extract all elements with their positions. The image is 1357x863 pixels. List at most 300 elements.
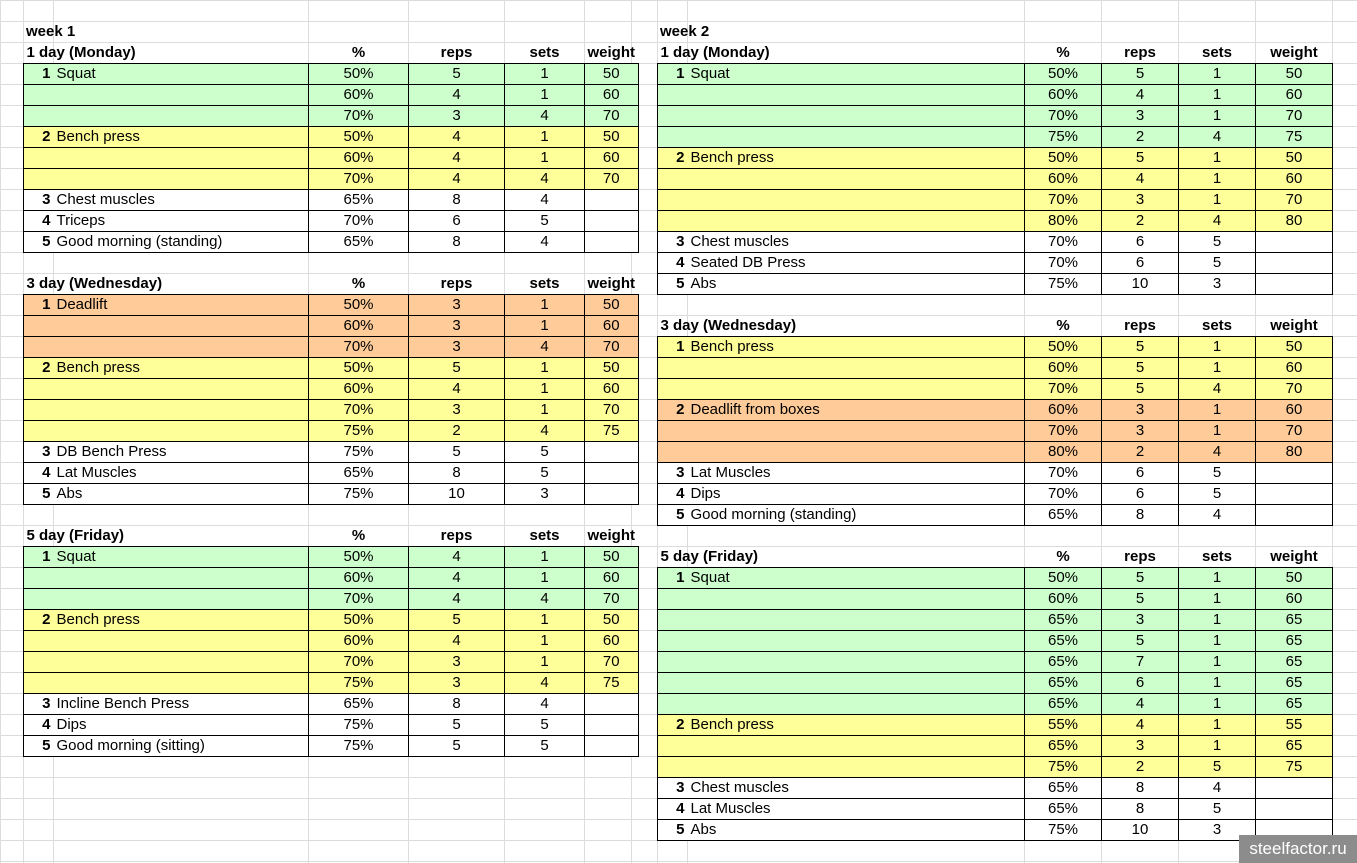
reps-cell[interactable]: 5 — [1102, 568, 1179, 589]
exercise-name[interactable]: Deadlift — [54, 295, 309, 316]
exercise-name[interactable] — [54, 85, 309, 106]
reps-cell[interactable]: 7 — [1102, 652, 1179, 673]
percent-cell[interactable]: 50% — [1025, 568, 1102, 589]
weight-cell[interactable]: 50 — [585, 127, 639, 148]
reps-cell[interactable]: 5 — [1102, 337, 1179, 358]
reps-cell[interactable]: 6 — [409, 211, 505, 232]
sets-cell[interactable]: 4 — [505, 190, 585, 211]
sets-cell[interactable]: 4 — [505, 421, 585, 442]
weight-cell[interactable] — [1256, 505, 1333, 526]
weight-cell[interactable] — [1256, 484, 1333, 505]
weight-cell[interactable]: 80 — [1256, 211, 1333, 232]
sets-cell[interactable]: 1 — [505, 610, 585, 631]
exercise-name[interactable] — [54, 400, 309, 421]
weight-cell[interactable]: 75 — [1256, 127, 1333, 148]
exercise-name[interactable]: Bench press — [688, 715, 1025, 736]
sets-cell[interactable]: 4 — [1179, 211, 1256, 232]
reps-cell[interactable]: 8 — [1102, 799, 1179, 820]
exercise-name[interactable] — [688, 85, 1025, 106]
percent-cell[interactable]: 65% — [309, 463, 409, 484]
reps-cell[interactable]: 3 — [409, 316, 505, 337]
exercise-name[interactable] — [54, 169, 309, 190]
exercise-name[interactable] — [688, 757, 1025, 778]
exercise-name[interactable]: Lat Muscles — [688, 463, 1025, 484]
percent-cell[interactable]: 70% — [309, 106, 409, 127]
exercise-name[interactable] — [688, 358, 1025, 379]
exercise-name[interactable]: Deadlift from boxes — [688, 400, 1025, 421]
reps-cell[interactable]: 5 — [409, 358, 505, 379]
weight-cell[interactable]: 65 — [1256, 736, 1333, 757]
reps-cell[interactable]: 5 — [409, 736, 505, 757]
percent-cell[interactable]: 75% — [309, 421, 409, 442]
exercise-name[interactable]: Bench press — [688, 148, 1025, 169]
exercise-name[interactable]: Squat — [688, 64, 1025, 85]
sets-cell[interactable]: 1 — [1179, 652, 1256, 673]
weight-cell[interactable]: 60 — [585, 379, 639, 400]
weight-cell[interactable] — [585, 694, 639, 715]
percent-cell[interactable]: 75% — [309, 484, 409, 505]
sets-cell[interactable]: 1 — [1179, 610, 1256, 631]
percent-cell[interactable]: 60% — [1025, 85, 1102, 106]
percent-cell[interactable]: 80% — [1025, 211, 1102, 232]
weight-cell[interactable]: 60 — [1256, 358, 1333, 379]
reps-cell[interactable]: 6 — [1102, 253, 1179, 274]
weight-cell[interactable]: 70 — [1256, 190, 1333, 211]
percent-cell[interactable]: 50% — [309, 547, 409, 568]
percent-cell[interactable]: 70% — [309, 400, 409, 421]
sets-cell[interactable]: 1 — [505, 295, 585, 316]
percent-cell[interactable]: 70% — [1025, 463, 1102, 484]
reps-cell[interactable]: 8 — [1102, 778, 1179, 799]
exercise-name[interactable] — [688, 589, 1025, 610]
weight-cell[interactable]: 65 — [1256, 631, 1333, 652]
percent-cell[interactable]: 65% — [1025, 610, 1102, 631]
percent-cell[interactable]: 70% — [1025, 190, 1102, 211]
percent-cell[interactable]: 70% — [1025, 106, 1102, 127]
exercise-name[interactable] — [54, 568, 309, 589]
sets-cell[interactable]: 1 — [1179, 106, 1256, 127]
weight-cell[interactable]: 60 — [585, 631, 639, 652]
weight-cell[interactable]: 50 — [585, 547, 639, 568]
percent-cell[interactable]: 70% — [309, 211, 409, 232]
percent-cell[interactable]: 60% — [309, 148, 409, 169]
reps-cell[interactable]: 8 — [409, 463, 505, 484]
percent-cell[interactable]: 75% — [309, 673, 409, 694]
sets-cell[interactable]: 5 — [505, 736, 585, 757]
exercise-name[interactable] — [688, 673, 1025, 694]
percent-cell[interactable]: 70% — [1025, 379, 1102, 400]
exercise-name[interactable] — [54, 421, 309, 442]
weight-cell[interactable]: 60 — [585, 316, 639, 337]
exercise-name[interactable]: Bench press — [54, 610, 309, 631]
weight-cell[interactable] — [1256, 274, 1333, 295]
reps-cell[interactable]: 5 — [1102, 148, 1179, 169]
reps-cell[interactable]: 3 — [1102, 190, 1179, 211]
percent-cell[interactable]: 65% — [1025, 631, 1102, 652]
sets-cell[interactable]: 5 — [505, 715, 585, 736]
reps-cell[interactable]: 5 — [1102, 358, 1179, 379]
percent-cell[interactable]: 65% — [309, 232, 409, 253]
sets-cell[interactable]: 5 — [1179, 484, 1256, 505]
reps-cell[interactable]: 10 — [409, 484, 505, 505]
exercise-name[interactable]: Abs — [688, 820, 1025, 841]
sets-cell[interactable]: 1 — [1179, 358, 1256, 379]
weight-cell[interactable] — [1256, 253, 1333, 274]
weight-cell[interactable]: 70 — [1256, 379, 1333, 400]
sets-cell[interactable]: 5 — [1179, 232, 1256, 253]
percent-cell[interactable]: 70% — [309, 589, 409, 610]
exercise-name[interactable]: Squat — [54, 547, 309, 568]
sets-cell[interactable]: 4 — [505, 694, 585, 715]
sets-cell[interactable]: 4 — [505, 169, 585, 190]
weight-cell[interactable]: 75 — [585, 421, 639, 442]
weight-cell[interactable] — [585, 715, 639, 736]
reps-cell[interactable]: 4 — [409, 589, 505, 610]
sets-cell[interactable]: 5 — [1179, 757, 1256, 778]
percent-cell[interactable]: 60% — [1025, 169, 1102, 190]
percent-cell[interactable]: 70% — [1025, 232, 1102, 253]
reps-cell[interactable]: 8 — [1102, 505, 1179, 526]
weight-cell[interactable]: 65 — [1256, 610, 1333, 631]
exercise-name[interactable] — [688, 652, 1025, 673]
weight-cell[interactable]: 50 — [585, 610, 639, 631]
reps-cell[interactable]: 4 — [1102, 169, 1179, 190]
reps-cell[interactable]: 3 — [409, 337, 505, 358]
sets-cell[interactable]: 4 — [505, 106, 585, 127]
percent-cell[interactable]: 60% — [309, 631, 409, 652]
reps-cell[interactable]: 4 — [1102, 694, 1179, 715]
reps-cell[interactable]: 3 — [409, 652, 505, 673]
reps-cell[interactable]: 6 — [1102, 484, 1179, 505]
sets-cell[interactable]: 1 — [1179, 694, 1256, 715]
sets-cell[interactable]: 1 — [505, 85, 585, 106]
sets-cell[interactable]: 5 — [1179, 463, 1256, 484]
sets-cell[interactable]: 1 — [505, 652, 585, 673]
sets-cell[interactable]: 1 — [1179, 148, 1256, 169]
sets-cell[interactable]: 1 — [505, 148, 585, 169]
reps-cell[interactable]: 2 — [409, 421, 505, 442]
reps-cell[interactable]: 3 — [1102, 610, 1179, 631]
percent-cell[interactable]: 65% — [1025, 736, 1102, 757]
sets-cell[interactable]: 1 — [505, 568, 585, 589]
reps-cell[interactable]: 3 — [409, 673, 505, 694]
reps-cell[interactable]: 5 — [409, 715, 505, 736]
exercise-name[interactable] — [54, 148, 309, 169]
sets-cell[interactable]: 3 — [1179, 820, 1256, 841]
weight-cell[interactable]: 70 — [1256, 421, 1333, 442]
sets-cell[interactable]: 1 — [1179, 631, 1256, 652]
exercise-name[interactable]: DB Bench Press — [54, 442, 309, 463]
exercise-name[interactable]: Dips — [688, 484, 1025, 505]
reps-cell[interactable]: 5 — [1102, 589, 1179, 610]
weight-cell[interactable]: 60 — [585, 568, 639, 589]
exercise-name[interactable]: Bench press — [54, 127, 309, 148]
exercise-name[interactable]: Lat Muscles — [54, 463, 309, 484]
reps-cell[interactable]: 3 — [1102, 106, 1179, 127]
exercise-name[interactable] — [54, 379, 309, 400]
percent-cell[interactable]: 75% — [309, 715, 409, 736]
sets-cell[interactable]: 1 — [1179, 85, 1256, 106]
percent-cell[interactable]: 55% — [1025, 715, 1102, 736]
exercise-name[interactable]: Incline Bench Press — [54, 694, 309, 715]
percent-cell[interactable]: 50% — [309, 610, 409, 631]
weight-cell[interactable] — [585, 442, 639, 463]
sets-cell[interactable]: 4 — [505, 337, 585, 358]
weight-cell[interactable]: 60 — [1256, 169, 1333, 190]
sets-cell[interactable]: 1 — [505, 379, 585, 400]
reps-cell[interactable]: 4 — [409, 379, 505, 400]
reps-cell[interactable]: 3 — [1102, 421, 1179, 442]
percent-cell[interactable]: 70% — [1025, 421, 1102, 442]
exercise-name[interactable] — [688, 127, 1025, 148]
reps-cell[interactable]: 3 — [409, 295, 505, 316]
weight-cell[interactable]: 50 — [585, 295, 639, 316]
exercise-name[interactable] — [54, 589, 309, 610]
percent-cell[interactable]: 65% — [1025, 778, 1102, 799]
exercise-name[interactable]: Chest muscles — [688, 232, 1025, 253]
reps-cell[interactable]: 4 — [409, 169, 505, 190]
reps-cell[interactable]: 6 — [1102, 232, 1179, 253]
exercise-name[interactable] — [688, 442, 1025, 463]
reps-cell[interactable]: 2 — [1102, 442, 1179, 463]
reps-cell[interactable]: 5 — [1102, 379, 1179, 400]
percent-cell[interactable]: 75% — [1025, 274, 1102, 295]
weight-cell[interactable]: 65 — [1256, 652, 1333, 673]
exercise-name[interactable]: Lat Muscles — [688, 799, 1025, 820]
sets-cell[interactable]: 4 — [1179, 127, 1256, 148]
exercise-name[interactable]: Good morning (sitting) — [54, 736, 309, 757]
percent-cell[interactable]: 50% — [309, 64, 409, 85]
weight-cell[interactable] — [585, 463, 639, 484]
sets-cell[interactable]: 4 — [505, 589, 585, 610]
reps-cell[interactable]: 2 — [1102, 757, 1179, 778]
percent-cell[interactable]: 60% — [1025, 358, 1102, 379]
weight-cell[interactable]: 70 — [585, 652, 639, 673]
reps-cell[interactable]: 3 — [409, 400, 505, 421]
reps-cell[interactable]: 5 — [409, 610, 505, 631]
exercise-name[interactable]: Bench press — [688, 337, 1025, 358]
exercise-name[interactable] — [688, 631, 1025, 652]
percent-cell[interactable]: 75% — [309, 736, 409, 757]
sets-cell[interactable]: 1 — [505, 547, 585, 568]
exercise-name[interactable]: Bench press — [54, 358, 309, 379]
exercise-name[interactable] — [54, 673, 309, 694]
exercise-name[interactable] — [54, 652, 309, 673]
sets-cell[interactable]: 1 — [505, 127, 585, 148]
reps-cell[interactable]: 4 — [409, 148, 505, 169]
weight-cell[interactable] — [585, 232, 639, 253]
percent-cell[interactable]: 70% — [309, 652, 409, 673]
sets-cell[interactable]: 1 — [1179, 736, 1256, 757]
sets-cell[interactable]: 3 — [1179, 274, 1256, 295]
sets-cell[interactable]: 4 — [1179, 778, 1256, 799]
sets-cell[interactable]: 1 — [505, 400, 585, 421]
weight-cell[interactable]: 60 — [1256, 400, 1333, 421]
weight-cell[interactable] — [1256, 778, 1333, 799]
exercise-name[interactable] — [688, 421, 1025, 442]
percent-cell[interactable]: 65% — [1025, 694, 1102, 715]
reps-cell[interactable]: 3 — [1102, 736, 1179, 757]
percent-cell[interactable]: 65% — [1025, 673, 1102, 694]
reps-cell[interactable]: 8 — [409, 190, 505, 211]
sets-cell[interactable]: 1 — [1179, 400, 1256, 421]
exercise-name[interactable] — [688, 190, 1025, 211]
percent-cell[interactable]: 60% — [309, 85, 409, 106]
exercise-name[interactable] — [688, 106, 1025, 127]
percent-cell[interactable]: 50% — [309, 295, 409, 316]
reps-cell[interactable]: 4 — [409, 127, 505, 148]
sets-cell[interactable]: 5 — [505, 211, 585, 232]
sets-cell[interactable]: 1 — [1179, 190, 1256, 211]
reps-cell[interactable]: 3 — [1102, 400, 1179, 421]
weight-cell[interactable]: 70 — [585, 169, 639, 190]
percent-cell[interactable]: 75% — [1025, 820, 1102, 841]
weight-cell[interactable]: 50 — [585, 64, 639, 85]
weight-cell[interactable]: 70 — [1256, 106, 1333, 127]
reps-cell[interactable]: 10 — [1102, 820, 1179, 841]
percent-cell[interactable]: 50% — [309, 358, 409, 379]
sets-cell[interactable]: 4 — [1179, 379, 1256, 400]
percent-cell[interactable]: 50% — [309, 127, 409, 148]
percent-cell[interactable]: 50% — [1025, 64, 1102, 85]
sets-cell[interactable]: 1 — [505, 631, 585, 652]
weight-cell[interactable] — [585, 211, 639, 232]
sets-cell[interactable]: 1 — [505, 358, 585, 379]
sets-cell[interactable]: 5 — [505, 442, 585, 463]
reps-cell[interactable]: 5 — [1102, 631, 1179, 652]
percent-cell[interactable]: 65% — [1025, 799, 1102, 820]
weight-cell[interactable]: 75 — [585, 673, 639, 694]
sets-cell[interactable]: 3 — [505, 484, 585, 505]
percent-cell[interactable]: 70% — [309, 337, 409, 358]
exercise-name[interactable]: Chest muscles — [688, 778, 1025, 799]
sets-cell[interactable]: 1 — [1179, 589, 1256, 610]
reps-cell[interactable]: 2 — [1102, 127, 1179, 148]
reps-cell[interactable]: 5 — [409, 64, 505, 85]
sets-cell[interactable]: 4 — [1179, 442, 1256, 463]
weight-cell[interactable] — [1256, 232, 1333, 253]
sets-cell[interactable]: 5 — [1179, 253, 1256, 274]
sets-cell[interactable]: 1 — [1179, 673, 1256, 694]
exercise-name[interactable] — [688, 694, 1025, 715]
weight-cell[interactable] — [1256, 463, 1333, 484]
percent-cell[interactable]: 60% — [1025, 589, 1102, 610]
percent-cell[interactable]: 65% — [1025, 652, 1102, 673]
weight-cell[interactable]: 55 — [1256, 715, 1333, 736]
weight-cell[interactable]: 60 — [1256, 85, 1333, 106]
reps-cell[interactable]: 3 — [409, 106, 505, 127]
weight-cell[interactable] — [585, 736, 639, 757]
percent-cell[interactable]: 65% — [1025, 505, 1102, 526]
weight-cell[interactable]: 65 — [1256, 694, 1333, 715]
reps-cell[interactable]: 6 — [1102, 673, 1179, 694]
percent-cell[interactable]: 65% — [309, 190, 409, 211]
weight-cell[interactable]: 50 — [1256, 148, 1333, 169]
weight-cell[interactable] — [585, 190, 639, 211]
reps-cell[interactable]: 5 — [1102, 64, 1179, 85]
weight-cell[interactable]: 60 — [585, 148, 639, 169]
sets-cell[interactable]: 1 — [1179, 568, 1256, 589]
exercise-name[interactable] — [688, 610, 1025, 631]
exercise-name[interactable]: Good morning (standing) — [54, 232, 309, 253]
weight-cell[interactable]: 50 — [585, 358, 639, 379]
reps-cell[interactable]: 8 — [409, 694, 505, 715]
weight-cell[interactable]: 70 — [585, 106, 639, 127]
exercise-name[interactable] — [54, 316, 309, 337]
reps-cell[interactable]: 2 — [1102, 211, 1179, 232]
sets-cell[interactable]: 4 — [1179, 505, 1256, 526]
sets-cell[interactable]: 4 — [505, 673, 585, 694]
exercise-name[interactable] — [54, 337, 309, 358]
weight-cell[interactable] — [585, 484, 639, 505]
weight-cell[interactable]: 50 — [1256, 337, 1333, 358]
exercise-name[interactable]: Seated DB Press — [688, 253, 1025, 274]
exercise-name[interactable] — [54, 631, 309, 652]
reps-cell[interactable]: 4 — [409, 631, 505, 652]
percent-cell[interactable]: 75% — [1025, 757, 1102, 778]
reps-cell[interactable]: 6 — [1102, 463, 1179, 484]
exercise-name[interactable]: Squat — [54, 64, 309, 85]
weight-cell[interactable]: 70 — [585, 400, 639, 421]
percent-cell[interactable]: 70% — [1025, 253, 1102, 274]
sets-cell[interactable]: 1 — [1179, 421, 1256, 442]
percent-cell[interactable]: 75% — [309, 442, 409, 463]
percent-cell[interactable]: 50% — [1025, 148, 1102, 169]
reps-cell[interactable]: 4 — [409, 85, 505, 106]
exercise-name[interactable] — [688, 169, 1025, 190]
sets-cell[interactable]: 1 — [1179, 715, 1256, 736]
exercise-name[interactable]: Chest muscles — [54, 190, 309, 211]
exercise-name[interactable] — [54, 106, 309, 127]
exercise-name[interactable] — [688, 736, 1025, 757]
reps-cell[interactable]: 10 — [1102, 274, 1179, 295]
exercise-name[interactable]: Dips — [54, 715, 309, 736]
percent-cell[interactable]: 60% — [309, 379, 409, 400]
sets-cell[interactable]: 1 — [505, 64, 585, 85]
sets-cell[interactable]: 1 — [505, 316, 585, 337]
exercise-name[interactable]: Squat — [688, 568, 1025, 589]
percent-cell[interactable]: 60% — [309, 568, 409, 589]
sets-cell[interactable]: 1 — [1179, 64, 1256, 85]
percent-cell[interactable]: 60% — [309, 316, 409, 337]
exercise-name[interactable]: Good morning (standing) — [688, 505, 1025, 526]
reps-cell[interactable]: 4 — [409, 568, 505, 589]
weight-cell[interactable]: 50 — [1256, 568, 1333, 589]
reps-cell[interactable]: 5 — [409, 442, 505, 463]
weight-cell[interactable]: 65 — [1256, 673, 1333, 694]
weight-cell[interactable]: 80 — [1256, 442, 1333, 463]
percent-cell[interactable]: 60% — [1025, 400, 1102, 421]
sets-cell[interactable]: 5 — [1179, 799, 1256, 820]
percent-cell[interactable]: 70% — [1025, 484, 1102, 505]
percent-cell[interactable]: 75% — [1025, 127, 1102, 148]
weight-cell[interactable]: 60 — [1256, 589, 1333, 610]
reps-cell[interactable]: 4 — [1102, 715, 1179, 736]
reps-cell[interactable]: 4 — [409, 547, 505, 568]
sets-cell[interactable]: 1 — [1179, 169, 1256, 190]
weight-cell[interactable]: 70 — [585, 589, 639, 610]
reps-cell[interactable]: 4 — [1102, 85, 1179, 106]
weight-cell[interactable] — [1256, 799, 1333, 820]
sets-cell[interactable]: 4 — [505, 232, 585, 253]
percent-cell[interactable]: 70% — [309, 169, 409, 190]
weight-cell[interactable]: 75 — [1256, 757, 1333, 778]
exercise-name[interactable]: Abs — [54, 484, 309, 505]
weight-cell[interactable]: 60 — [585, 85, 639, 106]
exercise-name[interactable] — [688, 379, 1025, 400]
exercise-name[interactable]: Abs — [688, 274, 1025, 295]
percent-cell[interactable]: 80% — [1025, 442, 1102, 463]
